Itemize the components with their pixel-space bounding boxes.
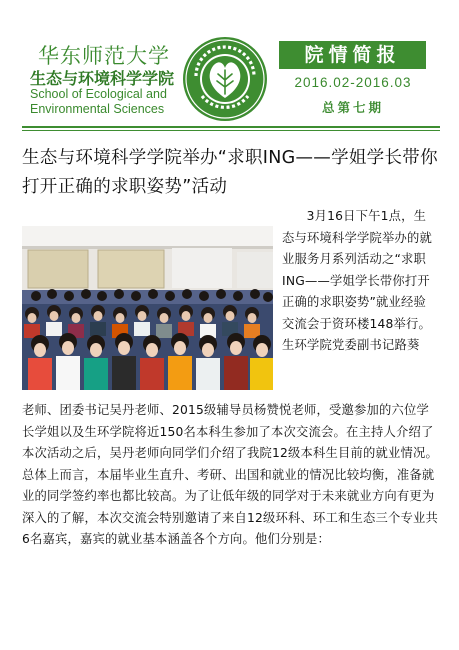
header-divider-thin (22, 130, 440, 131)
header-divider (22, 126, 440, 128)
bulletin-header (0, 0, 459, 130)
event-photo (22, 226, 273, 390)
university-name: 华东师范大学 (38, 44, 170, 68)
school-seal-logo (182, 36, 268, 122)
issue-number: 总第七期 (321, 100, 384, 115)
article-paragraph-intro: 3月16日下午1点，生态与环境科学学院举办的就业服务月系列活动之“求职ING——学姐学长带你打开正确的求职姿势”就业经验交流会于资环楼148举行。生环学院党委副书记路葵 (282, 209, 432, 352)
school-name-cn: 生态与环境科学学院 (30, 69, 175, 88)
date-range: 2016.02-2016.03 (294, 75, 412, 90)
article-paragraph-body: 老师、团委书记吴丹老师、2015级辅导员杨赞悦老师，受邀参加的六位学长学姐以及生环学院将近150名本科生参加了本次交流会。在主持人介绍了本次活动之后，吴丹老师向同学们介绍了我院12级本科生目前的就业情况。总体上而言，本届毕业生直升、考研、出国和就业的情况比较均衡，准备就业的同学签约率也都比较高。为了让低年级的同学对于未来就业方向有更为深入的了解，本次交流会特别邀请了来自12级环科、环工和生态三个专业共6名嘉宾，嘉宾的就业基本涵盖各个方向。他们分别是： (22, 403, 438, 546)
school-name-en-line1: School of Ecological and (30, 87, 167, 101)
school-name-en-line2: Environmental Sciences (30, 102, 165, 116)
article-headline: 生态与环境科学学院举办“求职ING——学姐学长带你打开正确的求职姿势”活动 (22, 148, 438, 197)
bulletin-title: 院情简报 (279, 41, 426, 69)
